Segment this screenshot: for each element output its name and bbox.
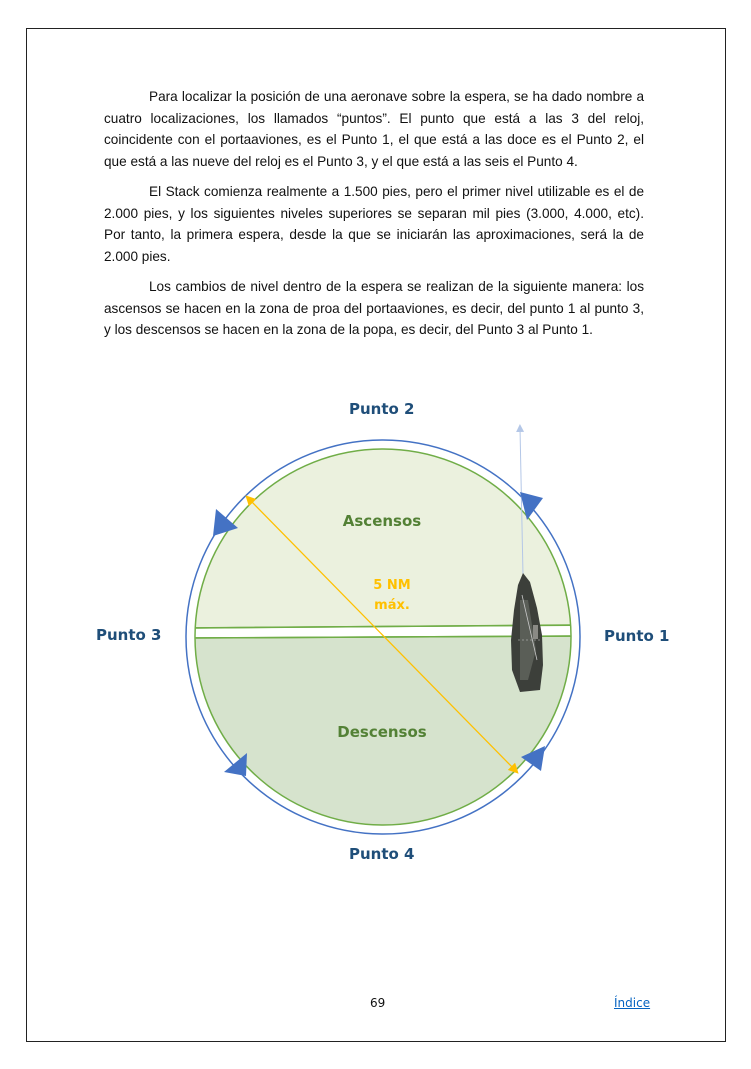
direction-arrow-icon bbox=[224, 753, 247, 776]
label-punto-1: Punto 1 bbox=[604, 627, 670, 645]
index-link[interactable]: Índice bbox=[614, 996, 651, 1010]
label-punto-2: Punto 2 bbox=[349, 400, 415, 418]
label-ascensos: Ascensos bbox=[342, 512, 422, 530]
paragraph-cambios-nivel: Los cambios de nivel dentro de la espera se realizan de la siguiente manera: los ascensos se hacen en la zona de proa del portaaviones, es decir, del punto 1 al punto 3, y los descensos se hacen en la zona de la popa, es decir, del Punto 3 al Punto 1. bbox=[104, 279, 644, 337]
label-punto-4: Punto 4 bbox=[349, 845, 415, 863]
label-descensos: Descensos bbox=[337, 723, 427, 741]
paragraph-puntos: Para localizar la posición de una aeronave sobre la espera, se ha dado nombre a cuatro localizaciones, los llamados “puntos”. El punto que está a las 3 del reloj, coincidente con el portaaviones, es el Punto 1, el que está a las doce es el Punto 2, el que está a las nueve del reloj es el Punto 3, y el que está a las seis el Punto 4. bbox=[104, 89, 644, 169]
label-distance-max: máx. bbox=[374, 598, 410, 613]
page-number: 69 bbox=[370, 996, 386, 1010]
paragraph-stack: El Stack comienza realmente a 1.500 pies, pero el primer nivel utilizable es el de 2.000 pies, y los siguientes niveles superiores se separan mil pies (3.000, 4.000, etc). Por tanto, la primera espera, desde la que se iniciarán las aproximaciones, será la de 2.000 pies. bbox=[104, 184, 644, 264]
label-punto-3: Punto 3 bbox=[96, 626, 162, 644]
label-distance-value: 5 NM bbox=[373, 578, 411, 593]
label-distance bbox=[373, 576, 410, 616]
